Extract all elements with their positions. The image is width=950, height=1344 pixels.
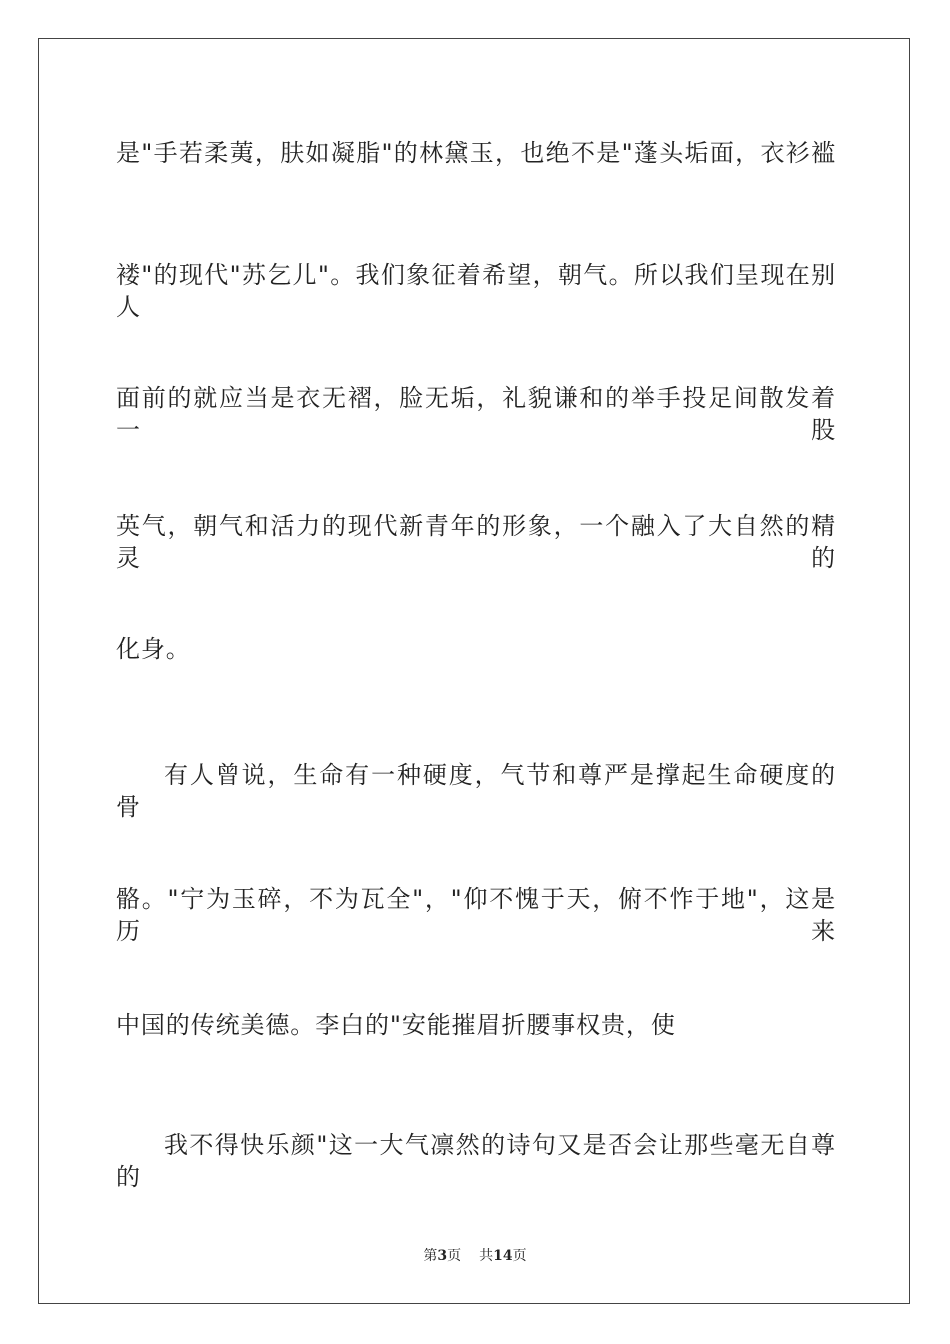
page-suffix: 页	[447, 1248, 462, 1264]
text-line-7: 骼。"宁为玉碎，不为瓦全"，"仰不愧于天，俯不怍于地"，这是历来	[116, 885, 836, 945]
text-line-6: 有人曾说，生命有一种硬度，气节和尊严是撑起生命硬度的骨	[116, 761, 836, 821]
text-line-5: 化身。	[116, 635, 191, 663]
text-line-3: 面前的就应当是衣无褶，脸无垢，礼貌谦和的举手投足间散发着一股	[116, 384, 836, 444]
total-prefix: 共	[479, 1248, 494, 1264]
page-border	[38, 38, 910, 1304]
text-line-8: 中国的传统美德。李白的"安能摧眉折腰事权贵，使	[116, 1011, 676, 1039]
text-line-4: 英气，朝气和活力的现代新青年的形象，一个融入了大自然的精灵的	[116, 512, 836, 572]
total-pages: 14	[493, 1248, 513, 1264]
text-line-9: 我不得快乐颜"这一大气凛然的诗句又是否会让那些毫无自尊的	[116, 1131, 836, 1191]
page-footer	[0, 1246, 950, 1266]
page-number: 3	[437, 1248, 448, 1264]
page-prefix: 第	[423, 1248, 438, 1264]
total-suffix: 页	[512, 1248, 527, 1264]
text-line-2: 褛"的现代"苏乞儿"。我们象征着希望，朝气。所以我们呈现在别人	[116, 261, 836, 321]
text-line-1: 是"手若柔荑，肤如凝脂"的林黛玉，也绝不是"蓬头垢面，衣衫褴	[116, 139, 836, 167]
